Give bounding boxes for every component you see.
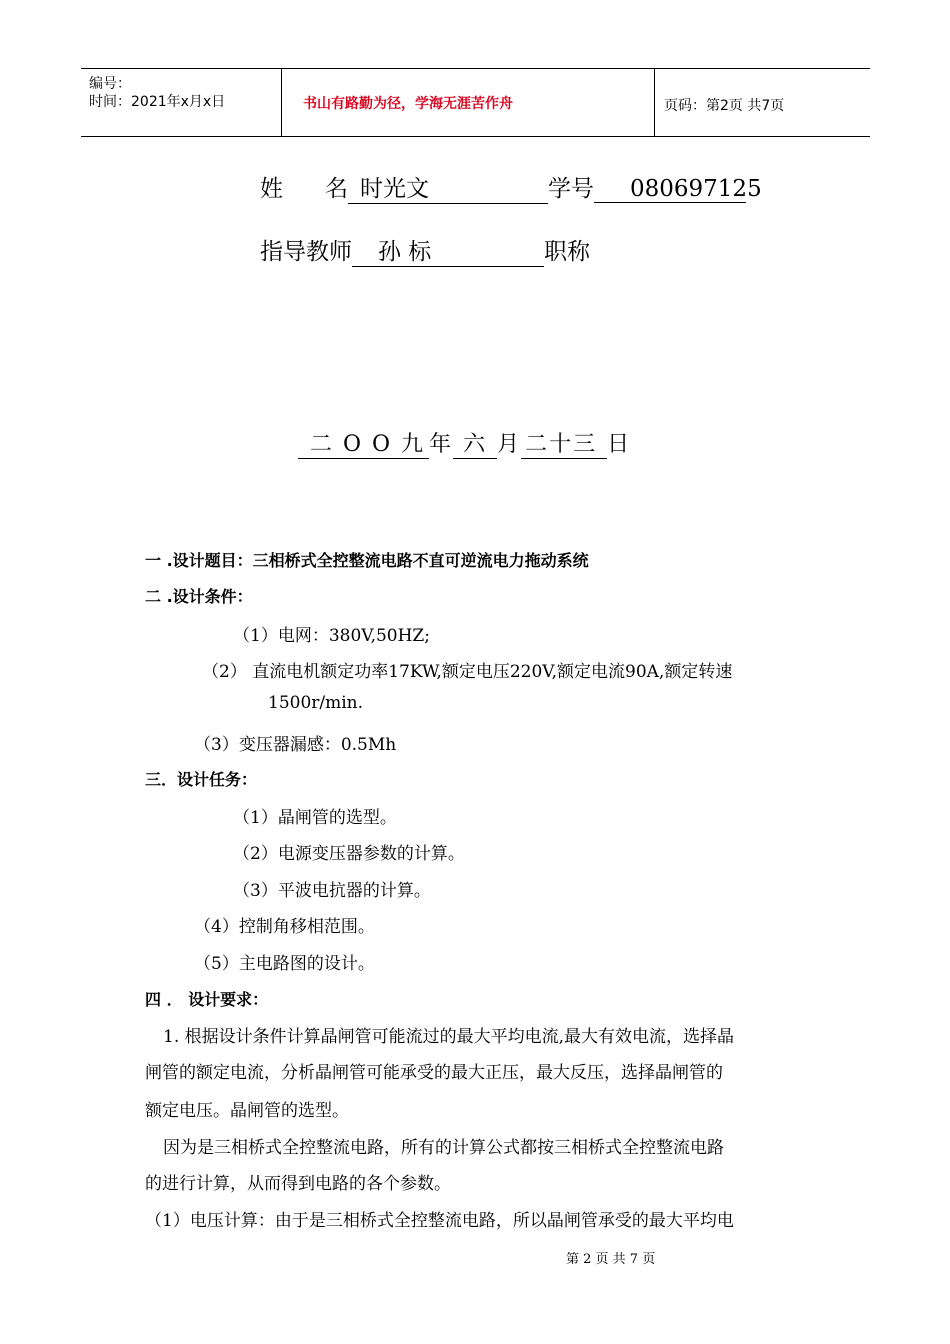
page-info: 页码：第2页 共7页 [664, 98, 785, 114]
name-value: 时光文 [348, 170, 548, 204]
paragraph-line: 1. 根据设计条件计算晶闸管可能流过的最大平均电流,最大有效电流，选择晶 [163, 1027, 735, 1047]
paragraph-line: （1）电压计算：由于是三相桥式全控整流电路，所以晶闸管承受的最大平均电 [145, 1211, 734, 1231]
date-year: 二 O O 九 [298, 427, 429, 459]
date-line [298, 427, 631, 459]
advisor-label: 指导教师 [260, 239, 352, 265]
condition-item: 1500r/min. [268, 693, 364, 713]
page-header [81, 68, 870, 137]
number-label: 编号： [89, 76, 131, 92]
section-3-heading: 三．设计任务： [145, 770, 258, 789]
paragraph-line: 闸管的额定电流，分析晶闸管可能承受的最大正压，最大反压，选择晶闸管的 [145, 1063, 723, 1083]
condition-item: （2） 直流电机额定功率17KW,额定电压220V,额定电流90A,额定转速 [202, 662, 733, 682]
advisor-value: 孙 标 [352, 233, 544, 267]
name-row [260, 170, 762, 204]
task-item: （2）电源变压器参数的计算。 [233, 844, 465, 864]
id-value: 080697125 [594, 176, 746, 203]
condition-item: （1）电网：380V,50HZ; [233, 626, 430, 646]
name-label: 姓 [260, 176, 283, 202]
section-4-heading: 四 ． 设计要求： [145, 990, 269, 1009]
date-day: 二十三 [521, 427, 607, 459]
paragraph-line: 额定电压。晶闸管的选型。 [145, 1101, 349, 1121]
advisor-row [260, 233, 590, 267]
task-item: （1）晶闸管的选型。 [233, 808, 397, 828]
motto: 书山有路勤为径，学海无涯苦作舟 [303, 96, 513, 112]
time-label: 时间：2021年x月x日 [89, 94, 226, 110]
paragraph-line: 的进行计算，从而得到电路的各个参数。 [145, 1174, 451, 1194]
date-month-unit: 月 [497, 432, 522, 457]
title-label: 职称 [544, 239, 590, 265]
date-year-unit: 年 [429, 432, 454, 457]
task-item: （5）主电路图的设计。 [194, 954, 375, 974]
id-label: 学号 [548, 176, 594, 202]
date-month: 六 [453, 427, 497, 459]
header-divider [654, 69, 655, 136]
section-2-heading: 二 .设计条件： [145, 587, 253, 606]
task-item: （4）控制角移相范围。 [194, 917, 375, 937]
section-1-heading: 一 .设计题目：三相桥式全控整流电路不直可逆流电力拖动系统 [145, 551, 589, 570]
name-label-2: 名 [325, 176, 348, 202]
paragraph-line: 因为是三相桥式全控整流电路，所有的计算公式都按三相桥式全控整流电路 [163, 1138, 724, 1158]
date-day-unit: 日 [607, 432, 632, 457]
page-footer: 第 2 页 共 7 页 [566, 1252, 656, 1267]
task-item: （3）平波电抗器的计算。 [233, 881, 431, 901]
header-divider [281, 69, 282, 136]
condition-item: （3）变压器漏感：0.5Mh [194, 735, 397, 755]
